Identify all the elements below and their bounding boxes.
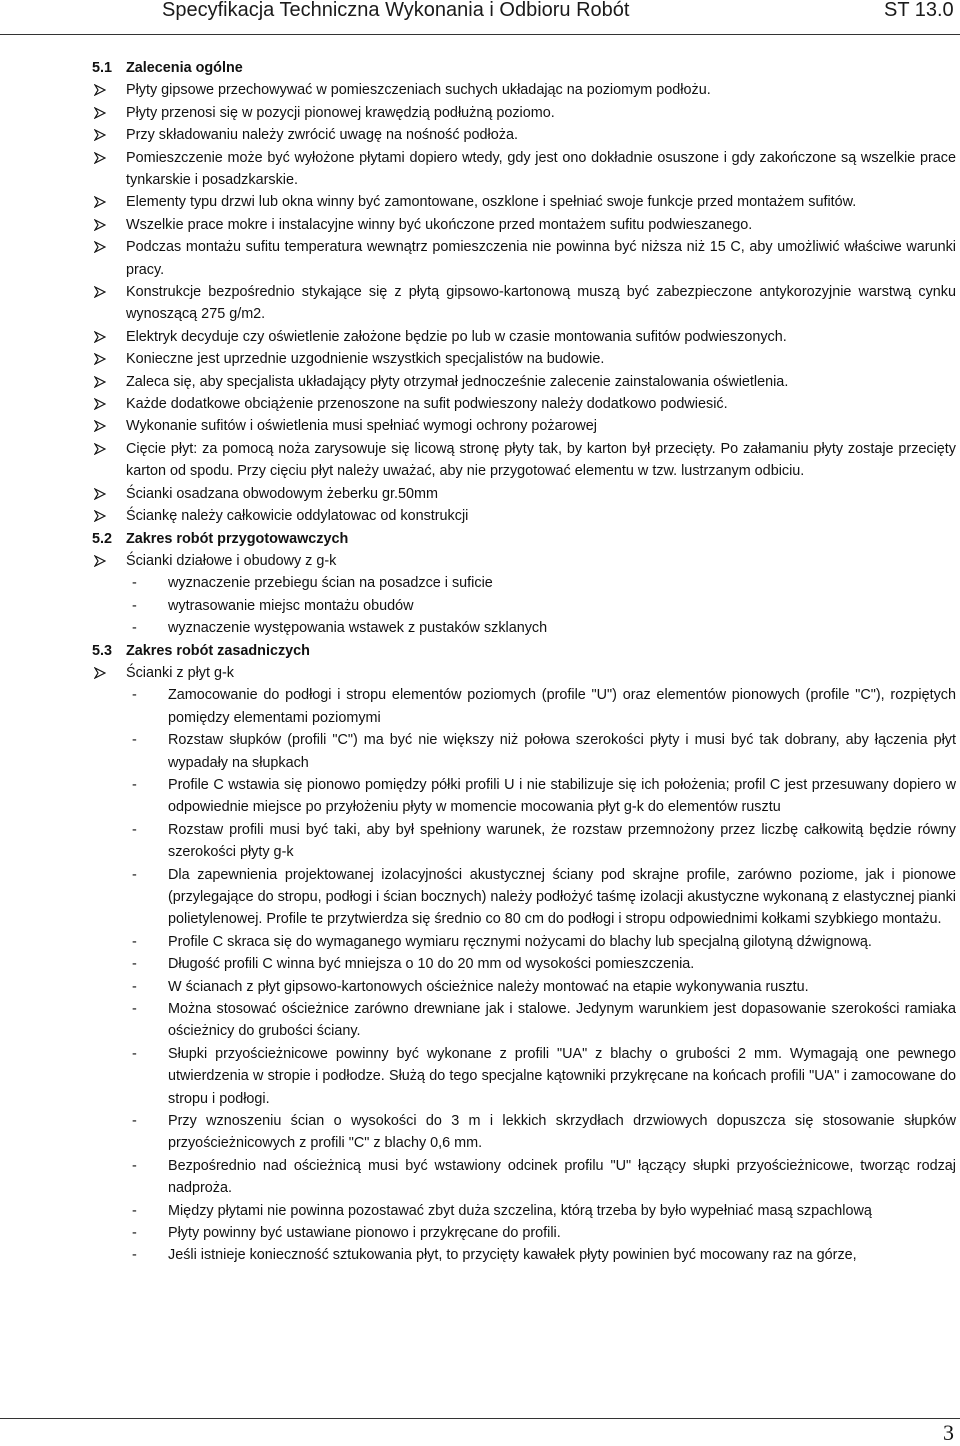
bullet-text: Przy składowaniu należy zwrócić uwagę na nośność podłoża. [126, 127, 518, 144]
bullet-item [0, 236, 960, 281]
bullet-text: Elementy typu drzwi lub okna winny być zamontowane, oszklone i spełniać swoje funkcje przed montażem sufitów. [126, 194, 857, 211]
dash-text: Można stosować ościeżnice zarówno drewniane jak i stalowe. Jedynym warunkiem jest dopasowanie szerokości ramiaka ościeżnicy do grubości ściany. [168, 1001, 956, 1040]
dash-item [0, 864, 960, 931]
bullet-item [0, 438, 960, 483]
bullet-item [0, 371, 960, 393]
dash-item [0, 1043, 960, 1110]
dash-item [0, 953, 960, 975]
dash-item [0, 976, 960, 998]
section-title: Zalecenia ogólne [126, 60, 243, 76]
bullet-item [0, 102, 960, 124]
document-title: Specyfikacja Techniczna Wykonania i Odbioru Robót [162, 0, 630, 21]
dash-text: Rozstaw profili musi być taki, aby był spełniony warunek, że rozstaw przemnożony przez liczbę całkowitą będzie równy szerokości płyty g-k [168, 821, 956, 861]
bullet-item [0, 281, 960, 326]
arrow-bullet-icon [94, 550, 106, 567]
dash-item [0, 572, 960, 594]
dash-marker: - [132, 1045, 137, 1062]
bullet-item [0, 393, 960, 415]
bullet-text: Ścianki osadzana obwodowym żeberku gr.50mm [126, 485, 438, 502]
bullet-item [0, 326, 960, 348]
dash-marker: - [132, 1113, 137, 1130]
section-number: 5.2 [92, 530, 113, 547]
arrow-bullet-icon [94, 236, 106, 253]
bullet-item [0, 348, 960, 370]
header-rule [0, 34, 960, 35]
dash-text: W ścianach z płyt gipsowo-kartonowych ościeżnice należy montować na etapie wykonywania rusztu. [168, 978, 809, 995]
dash-item [0, 931, 960, 953]
bullet-item [0, 483, 960, 505]
dash-item [0, 729, 960, 774]
dash-item [0, 1110, 960, 1155]
section-heading [92, 57, 960, 79]
dash-text: Między płytami nie powinna pozostawać zbyt duża szczelina, którą trzeba by było wypełniać masą szpachlową [168, 1202, 872, 1219]
bullet-text: Elektryk decyduje czy oświetlenie założone będzie po lub w czasie montowania sufitów podwieszonych. [126, 328, 787, 345]
dash-marker: - [132, 732, 137, 749]
bullet-text: Ścianki z płyt g-k [126, 664, 234, 681]
section-heading [92, 640, 960, 662]
bullet-text: Płyty gipsowe przechowywać w pomieszczeniach suchych układając na poziomym podłożu. [126, 82, 711, 99]
arrow-bullet-icon [94, 505, 106, 522]
bullet-item [0, 505, 960, 527]
arrow-bullet-icon [94, 483, 106, 500]
arrow-bullet-icon [94, 124, 106, 141]
dash-text: Przy wznoszeniu ścian o wysokości do 3 m i lekkich skrzydłach drzwiowych dopuszcza się stosowanie słupków przyościeżnicowych z profili "C" z blachy 0,6 mm. [168, 1113, 956, 1152]
dash-marker: - [132, 933, 137, 950]
footer-rule [0, 1418, 960, 1419]
dash-marker: - [132, 1157, 137, 1174]
bullet-text: Zaleca się, aby specjalista układający płyty otrzymał jednocześnie zalecenie zainstalowania oświetlenia. [126, 373, 789, 390]
dash-text: Długość profili C winna być mniejsza o 10 do 20 mm od wysokości pomieszczenia. [168, 956, 695, 973]
section-number: 5.3 [92, 642, 113, 659]
bullet-text: Ściankę należy całkowicie oddylatowac od konstrukcji [126, 508, 469, 525]
dash-text: wyznaczenie występowania wstawek z pustaków szklanych [168, 620, 548, 637]
dash-marker: - [132, 575, 137, 592]
dash-item [0, 1155, 960, 1200]
arrow-bullet-icon [94, 281, 106, 298]
dash-marker: - [132, 1225, 137, 1242]
dash-text: wytrasowanie miejsc montażu obudów [168, 597, 414, 614]
dash-text: Rozstaw słupków (profili "C") ma być nie większy niż połowa szerokości płyty i musi być tak dobrany, aby łączenia płyt wypadały na słupkach [168, 732, 956, 771]
bullet-text: Wykonanie sufitów i oświetlenia musi spełniać wymogi ochrony pożarowej [126, 418, 597, 435]
spec-code: ST 13.0 [884, 0, 954, 21]
bullet-text: Pomieszczenie może być wyłożone płytami dopiero wtedy, gdy jest ono dokładnie osuszone i gdy zakończone są wszelkie prace tynkarskie i posadzkarskie. [126, 149, 956, 189]
bullet-item [0, 147, 960, 192]
arrow-bullet-icon [94, 191, 106, 208]
dash-item [0, 684, 960, 729]
section-title: Zakres robót zasadniczych [126, 642, 310, 659]
page-number: 3 [943, 1420, 954, 1445]
dash-text: Dla zapewnienia projektowanej izolacyjności akustycznej ściany pod skrajne profile, zarówno poziome, jak i pionowe (przylegające do stropu, podłogi i ścian bocznych) należy podłożyć taśmę izolacji akustyczne wykonaną z elastycznej pianki polietylenowej. Profile te przytwierdza się średnio co 80 cm do podłogi i stropu odpowiednimi kołkami szybkiego montażu. [168, 866, 956, 928]
section-heading [92, 528, 960, 550]
arrow-bullet-icon [94, 214, 106, 231]
bullet-text: Wszelkie prace mokre i instalacyjne winny być ukończone przed montażem sufitu podwieszanego. [126, 216, 753, 233]
dash-marker: - [132, 687, 137, 704]
dash-item [0, 819, 960, 864]
dash-marker: - [132, 1001, 137, 1018]
arrow-bullet-icon [94, 371, 106, 388]
dash-text: Jeśli istnieje konieczność sztukowania płyt, to przycięty kawałek płyty powinien być mocowany raz na górze, [168, 1247, 857, 1264]
arrow-bullet-icon [94, 79, 106, 96]
dash-item [0, 1244, 960, 1266]
page-header [0, 0, 960, 26]
bullet-item [0, 124, 960, 146]
arrow-bullet-icon [94, 326, 106, 343]
dash-item [0, 774, 960, 819]
dash-marker: - [132, 821, 137, 838]
bullet-text: Cięcie płyt: za pomocą noża zarysowuje się licową stronę płyty tak, by karton był przecięty. Po załamaniu płyty zostaje przecięty karton od spodu. Przy cięciu płyt należy uważać, aby nie przygotować elementu w tzw. lustrzanym odbiciu. [126, 440, 956, 480]
section-title: Zakres robót przygotowawczych [126, 530, 349, 547]
dash-item [0, 595, 960, 617]
bullet-item [0, 79, 960, 101]
dash-marker: - [132, 597, 137, 614]
bullet-item [0, 191, 960, 213]
dash-marker: - [132, 1247, 137, 1264]
bullet-text: Konieczne jest uprzednie uzgodnienie wszystkich specjalistów na budowie. [126, 351, 605, 368]
bullet-item [0, 662, 960, 684]
dash-text: Bezpośrednio nad ościeżnicą musi być wstawiony odcinek profilu "U" łączący słupki przyościeżnicowe, tworząc rodzaj nadproża. [168, 1157, 956, 1197]
arrow-bullet-icon [94, 348, 106, 365]
dash-marker: - [132, 620, 137, 637]
arrow-bullet-icon [94, 415, 106, 432]
dash-item [0, 998, 960, 1043]
dash-marker: - [132, 956, 137, 973]
dash-text: Profile C skraca się do wymaganego wymiaru ręcznymi nożycami do blachy lub specjalną gilotyną dźwignową. [168, 933, 872, 950]
dash-text: Słupki przyościeżnicowe powinny być wykonane z profili "UA" z blachy o grubości 2 mm. Wymagają one pewnego utwierdzenia w stropie i podłodze. Służą do tego specjalne kątowniki przykręcane na końcach profili "UA" i zamocowane do stropu i podłogi. [168, 1045, 956, 1107]
dash-marker: - [132, 1202, 137, 1219]
arrow-bullet-icon [94, 102, 106, 119]
bullet-item [0, 214, 960, 236]
dash-text: wyznaczenie przebiegu ścian na posadzce i suficie [168, 575, 493, 592]
dash-marker: - [132, 776, 137, 793]
arrow-bullet-icon [94, 438, 106, 455]
arrow-bullet-icon [94, 393, 106, 410]
dash-item [0, 617, 960, 639]
dash-item [0, 1222, 960, 1244]
bullet-text: Płyty przenosi się w pozycji pionowej krawędzią podłużną poziomo. [126, 104, 555, 121]
dash-text: Profile C wstawia się pionowo pomiędzy półki profili U i nie stabilizuje się ich położenia; profil C jest przesuwany dopiero w odpowiednie miejsce po przyłożeniu płyty w momencie mocowania płyt g-k do elementów rusztu [168, 776, 956, 816]
dash-marker: - [132, 866, 137, 883]
bullet-text: Podczas montażu sufitu temperatura wewnątrz pomieszczenia nie powinna być niższa niż 15 C, aby umożliwić właściwe warunki pracy. [126, 239, 956, 278]
bullet-text: Każde dodatkowe obciążenie przenoszone na sufit podwieszony należy dodatkowo podwiesić. [126, 396, 728, 413]
arrow-bullet-icon [94, 147, 106, 164]
document-body [0, 57, 960, 1267]
dash-item [0, 1200, 960, 1222]
bullet-item [0, 415, 960, 437]
bullet-text: Konstrukcje bezpośrednio stykające się z płytą gipsowo-kartonową muszą być zabezpieczone antykorozyjnie warstwą cynku wynoszącą 275 g/m2. [126, 284, 956, 323]
section-number: 5.1 [92, 60, 113, 76]
arrow-bullet-icon [94, 662, 106, 679]
dash-text: Płyty powinny być ustawiane pionowo i przykręcane do profili. [168, 1225, 561, 1242]
dash-text: Zamocowanie do podłogi i stropu elementów poziomych (profile "U") oraz elementów pionowych (profile "C"), rozpiętych pomiędzy elementami poziomymi [168, 687, 956, 726]
bullet-item [0, 550, 960, 572]
bullet-text: Ścianki działowe i obudowy z g-k [126, 552, 337, 569]
dash-marker: - [132, 978, 137, 995]
